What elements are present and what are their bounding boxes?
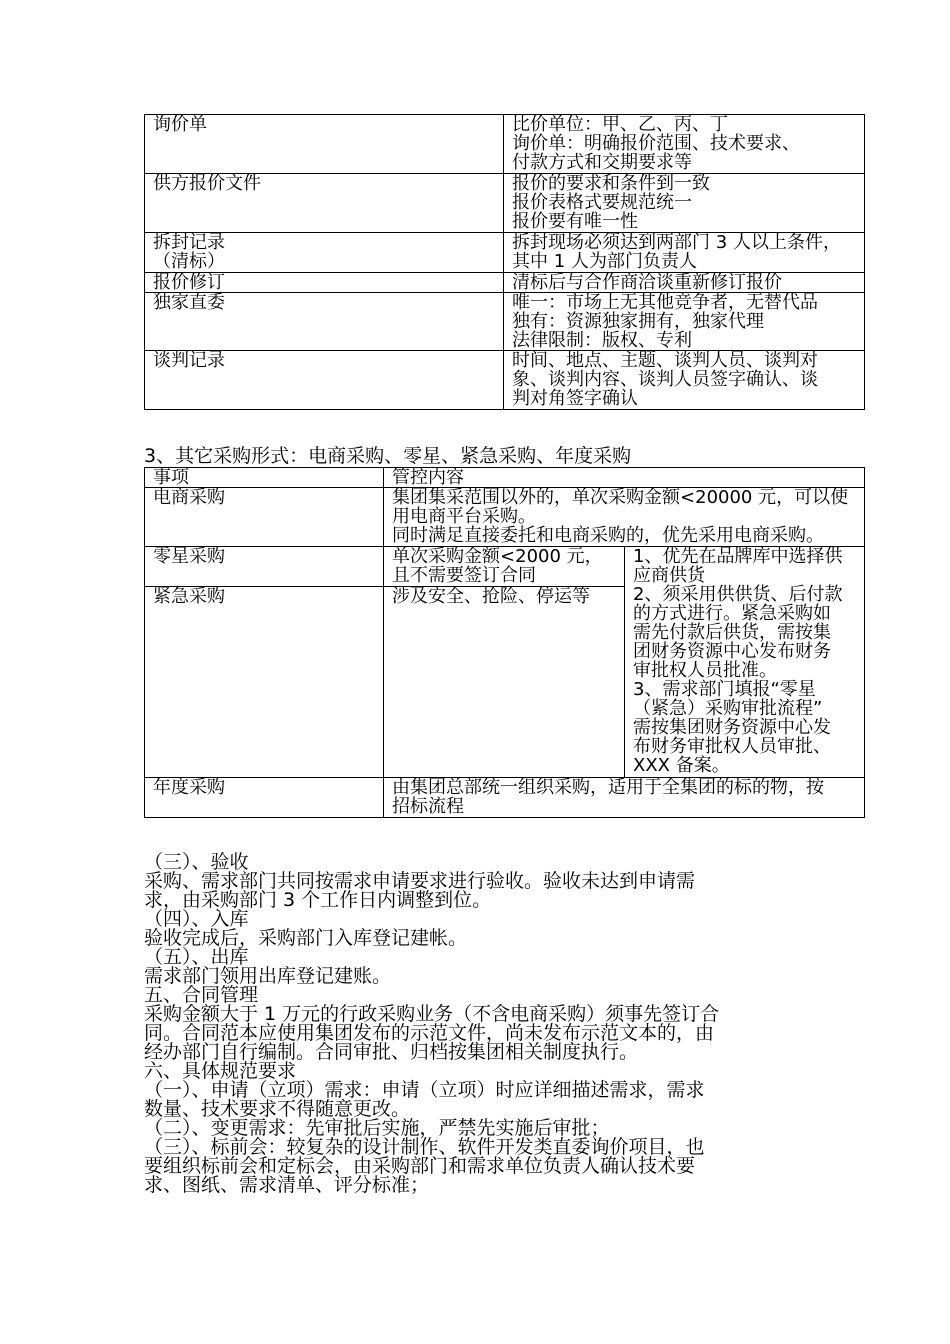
paragraph-line: （二）、变更需求：先审批后实施，严禁先实施后审批；: [144, 1117, 610, 1139]
cell-text: 拆封记录: [153, 232, 225, 253]
desc-cell: [504, 293, 865, 351]
cell-text: 需先付款后供货，需按集: [633, 622, 832, 643]
table-row: [145, 547, 865, 587]
cell-text: 的方式进行。紧急采购如: [633, 603, 832, 624]
paragraph-line: （三）、标前会：较复杂的设计制作、软件开发类直委询价项目，也: [144, 1136, 705, 1158]
cell-text: 电商采购: [153, 487, 225, 508]
cell-text: 其中 1 人为部门负责人: [512, 251, 697, 272]
cell-text: 比价单位：甲、乙、丙、丁: [512, 114, 729, 135]
item-cell: [145, 488, 384, 547]
table-row: [145, 115, 865, 174]
paragraph-line: 同。合同范本应使用集团发布的示范文件，尚未发布示范文本的，由: [144, 1022, 715, 1044]
cell-text: 招标流程: [392, 796, 465, 817]
shared-rules-cell: [625, 547, 865, 778]
item-cell: [145, 778, 384, 818]
cell-text: XXX 备案。: [633, 755, 730, 776]
cell-text: 清标后与合作商洽谈重新修订报价: [512, 272, 783, 293]
cell-text: 用电商平台采购。: [392, 506, 537, 527]
cell-text: 拆封现场必须达到两部门 3 人以上条件，: [512, 232, 841, 253]
cell-text: （清标）: [153, 251, 225, 272]
item-cell: [145, 293, 504, 351]
paragraph-line: （一）、申请（立项）需求：申请（立项）时应详细描述需求，需求: [144, 1079, 705, 1101]
desc-cell: [504, 233, 865, 273]
cell-text: 团财务资源中心发布财务: [633, 641, 832, 662]
cell-text: 年度采购: [153, 777, 225, 798]
cell-text: 3、需求部门填报“零星: [633, 679, 816, 700]
section-heading: 五、合同管理: [144, 984, 259, 1006]
table-row: [145, 293, 865, 351]
cell-text: 需按集团财务资源中心发: [633, 717, 832, 738]
paragraph-line: 求，由采购部门 3 个工作日内调整到位。: [144, 889, 492, 911]
header-text: 事项: [153, 467, 189, 488]
desc-cell: [384, 547, 625, 587]
item-cell: [145, 233, 504, 273]
cell-text: 且不需要签订合同: [392, 565, 537, 586]
table-row: [145, 351, 865, 410]
paragraph-line: 验收完成后，采购部门入库登记建帐。: [144, 927, 468, 949]
item-cell: [145, 547, 384, 587]
paragraph-line: 需求部门领用出库登记建账。: [144, 965, 392, 987]
cell-text: 供方报价文件: [153, 173, 261, 194]
cell-text: 布财务审批权人员审批、: [633, 736, 832, 757]
other-procurement-table: [144, 467, 865, 818]
subsection-heading: （五）、出库: [144, 946, 249, 968]
paragraph-line: 要组织标前会和定标会，由采购部门和需求单位负责人确认技术要: [144, 1155, 696, 1177]
item-cell: [145, 351, 504, 410]
cell-text: 询价单: [153, 114, 207, 135]
paragraph-line: 数量、技术要求不得随意更改。: [144, 1098, 411, 1120]
cell-text: 报价表格式要规范统一: [512, 192, 693, 213]
cell-text: 由集团总部统一组织采购，适用于全集团的标的物，按: [392, 777, 825, 798]
table-row: [145, 174, 865, 233]
item-cell: [145, 273, 504, 293]
paragraph-line: 经办部门自行编制。合同审批、归档按集团相关制度执行。: [144, 1041, 639, 1063]
cell-text: 时间、地点、主题、谈判人员、谈判对: [512, 350, 819, 371]
cell-text: 报价要有唯一性: [512, 211, 639, 232]
header-cell: [145, 468, 384, 488]
cell-text: 唯一：市场上无其他竞争者，无替代品: [512, 292, 819, 313]
paragraph-line: 求、图纸、需求清单、评分标准；: [144, 1174, 430, 1196]
table-header-row: [145, 468, 865, 488]
desc-cell: [504, 115, 865, 174]
header-cell: [384, 468, 865, 488]
table-row: [145, 233, 865, 273]
cell-text: 谈判记录: [153, 350, 225, 371]
table-row: [145, 273, 865, 293]
paragraph-line: 采购、需求部门共同按需求申请要求进行验收。验收未达到申请需: [144, 870, 696, 892]
section-heading: 六、具体规范要求: [144, 1060, 297, 1082]
cell-text: 审批权人员批准。: [633, 660, 778, 681]
cell-text: 判对角签字确认: [512, 388, 639, 409]
cell-text: （紧急）采购审批流程”: [633, 698, 823, 719]
cell-text: 报价的要求和条件到一致: [512, 173, 711, 194]
item-cell: [145, 115, 504, 174]
subsection-heading: （四）、入库: [144, 908, 249, 930]
cell-text: 集团集采范围以外的，单次采购金额<20000 元，可以使: [392, 487, 849, 508]
desc-cell: [384, 488, 865, 547]
cell-text: 独有：资源独家拥有，独家代理: [512, 311, 765, 332]
cell-text: 询价单：明确报价范围、技术要求、: [512, 133, 801, 154]
cell-text: 2、须采用供供货、后付款: [633, 584, 843, 605]
cell-text: 独家直委: [153, 292, 225, 313]
item-cell: [145, 587, 384, 778]
cell-text: 象、谈判内容、谈判人员签字确认、谈: [512, 369, 819, 390]
cell-text: 零星采购: [153, 546, 225, 567]
desc-cell: [504, 351, 865, 410]
cell-text: 法律限制：版权、专利: [512, 330, 693, 351]
table-row: [145, 488, 865, 547]
cell-text: 付款方式和交期要求等: [512, 152, 693, 173]
cell-text: 涉及安全、抢险、停运等: [392, 586, 591, 607]
cell-text: 报价修订: [153, 272, 225, 293]
item-cell: [145, 174, 504, 233]
desc-cell: [384, 587, 625, 778]
section-3-title: 3、其它采购形式：电商采购、零星、紧急采购、年度采购: [144, 445, 632, 467]
desc-cell: [504, 273, 865, 293]
header-text: 管控内容: [392, 467, 465, 488]
desc-cell: [384, 778, 865, 818]
cell-text: 1、优先在品牌库中选择供: [633, 546, 843, 567]
subsection-heading: （三）、验收: [144, 851, 249, 873]
cell-text: 同时满足直接委托和电商采购的，优先采用电商采购。: [392, 525, 825, 546]
procurement-docs-table: [144, 114, 865, 410]
paragraph-line: 采购金额大于 1 万元的行政采购业务（不含电商采购）须事先签订合: [144, 1003, 720, 1025]
cell-text: 单次采购金额<2000 元，: [392, 546, 603, 567]
cell-text: 应商供货: [633, 565, 706, 586]
body-text: [144, 853, 824, 1195]
cell-text: 紧急采购: [153, 586, 225, 607]
table-row: [145, 778, 865, 818]
desc-cell: [504, 174, 865, 233]
